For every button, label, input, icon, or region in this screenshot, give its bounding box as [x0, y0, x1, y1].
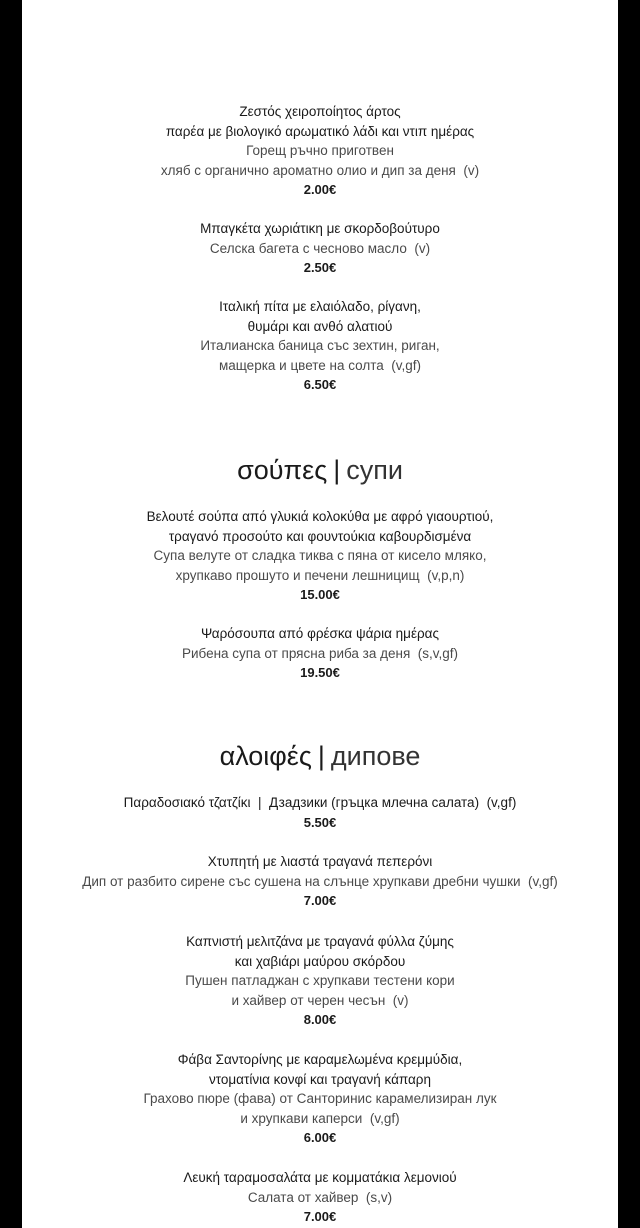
item-price: 2.00€: [303, 182, 337, 197]
menu-item-taramosalata: [22, 1168, 618, 1227]
item-price: 5.50€: [303, 814, 337, 830]
item-name-gr: παρέα με βιολογικό αρωματικό λάδι και ντιπ ημέρας: [165, 123, 475, 139]
heading-gr: σούπες: [237, 455, 328, 485]
item-name-bg: Горещ ръчно приготвен: [246, 143, 394, 158]
heading-divider: |: [333, 455, 341, 485]
menu-item-bread: [22, 102, 618, 200]
menu-item-tzatziki: [22, 793, 618, 832]
heading-bg: супи: [346, 455, 403, 485]
item-price: 2.50€: [303, 260, 337, 275]
item-name-gr: Βελουτέ σούπα από γλυκιά κολοκύθα με αφρό γιαουρτιού,: [146, 509, 494, 524]
heading-gr: αλοιφές: [219, 741, 312, 771]
item-name-bg: Рибена супа от прясна риба за деня (s,v,gf): [181, 645, 459, 661]
menu-item-baguette: [22, 219, 618, 278]
item-name-bg: Селска багета с чесново масло (v): [209, 240, 431, 256]
item-price: 19.50€: [300, 665, 340, 680]
menu-item-pumpkin-soup: [22, 507, 618, 605]
item-price: 15.00€: [300, 587, 340, 602]
item-name-bg: Супа велуте от сладка тиква с пяна от кисело мляко,: [153, 548, 487, 563]
heading-bg: дипове: [330, 741, 421, 771]
item-name-bg: и хрупкави каперси (v,gf): [240, 1110, 400, 1126]
section-heading-dips: [22, 738, 618, 774]
item-name-gr: Ιταλική πίτα με ελαιόλαδο, ρίγανη,: [219, 299, 421, 314]
item-name-gr: Καπνιστή μελιτζάνα με τραγανά φύλλα ζύμης: [186, 934, 454, 949]
menu-item-fava: [22, 1050, 618, 1148]
item-name-bg: и хайвер от черен чесън (v): [231, 992, 409, 1008]
item-name-gr: και χαβιάρι μαύρου σκόρδου: [234, 953, 406, 969]
item-name-gr: ντοματίνια κονφί και τραγανή κάπαρη: [209, 1071, 431, 1087]
item-name-bg: Италианска баница със зехтин, риган,: [200, 338, 440, 353]
menu-item-italian-pita: [22, 297, 618, 395]
item-price: 6.00€: [303, 1130, 337, 1145]
item-name-gr: Ζεστός χειροποίητος άρτος: [239, 104, 401, 119]
menu-page: [22, 0, 618, 1228]
item-name-gr: θυμάρι και ανθό αλατιού: [247, 318, 393, 334]
menu-item-htipiti: [22, 852, 618, 911]
item-name-gr: τραγανό προσούτο και φουντούκια καβουρδισμένα: [168, 528, 472, 544]
item-name-gr: Χτυπητή με λιαστά τραγανά πεπερόνι: [207, 854, 433, 869]
item-name-gr: Φάβα Σαντορίνης με καραμελωμένα κρεμμύδια,: [177, 1052, 463, 1067]
section-heading-soups: [22, 452, 618, 488]
item-name-bg: хрупкаво прошуто и печени лешницищ (v,p,n): [175, 567, 465, 583]
item-price: 7.00€: [303, 1209, 337, 1224]
item-name-gr: Μπαγκέτα χωριάτικη με σκορδοβούτυρο: [200, 221, 440, 236]
item-price: 8.00€: [303, 1012, 337, 1027]
item-name-bg: хляб с органично ароматно олио и дип за деня (v): [160, 162, 480, 178]
item-price: 6.50€: [303, 377, 337, 392]
item-name-gr-bg: Παραδοσιακό τζατζίκι | Дзадзики (гръцка млечна салата) (v,gf): [123, 795, 517, 810]
item-name-bg: Дип от разбито сирене със сушена на слънце хрупкави дребни чушки (v,gf): [82, 873, 558, 889]
item-price: 7.00€: [303, 893, 337, 908]
item-name-gr: Ψαρόσουπα από φρέσκα ψάρια ημέρας: [201, 626, 439, 641]
item-name-bg: Пушен патладжан с хрупкави тестени кори: [185, 973, 455, 988]
item-name-bg: Грахово пюре (фава) от Санторинис карамелизиран лук: [143, 1091, 497, 1106]
item-name-gr: Λευκή ταραμοσαλάτα με κομματάκια λεμονιού: [183, 1170, 457, 1185]
item-name-bg: мащерка и цвете на солта (v,gf): [218, 357, 422, 373]
menu-item-smoked-eggplant: [22, 932, 618, 1030]
menu-item-fish-soup: [22, 624, 618, 683]
heading-divider: |: [317, 741, 325, 771]
item-name-bg: Салата от хайвер (s,v): [247, 1189, 393, 1205]
